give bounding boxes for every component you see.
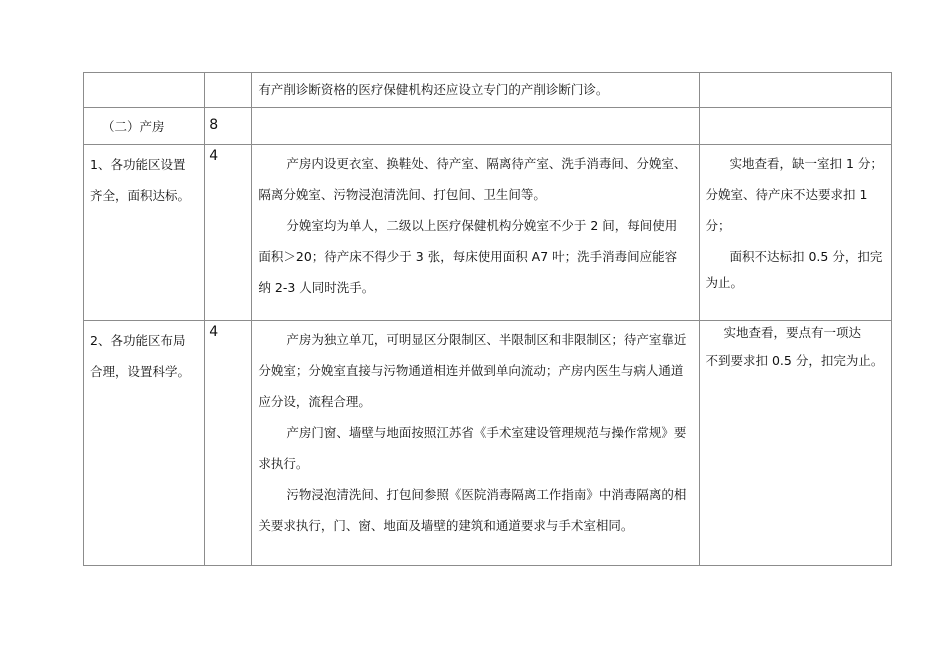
method-text: 面积不达标扣 0.5 分，扣完 [729, 249, 883, 264]
requirement-cell [252, 145, 699, 321]
method-text: 不到要求扣 0.5 分，扣完为止。 [705, 353, 884, 368]
method-cell [699, 73, 892, 108]
requirement-text: 分娩室；分娩室直接与污物通道相连并做到单向流动；产房内医生与病人通道 [258, 363, 684, 378]
item-text: 2、各功能区布局 [90, 333, 186, 348]
method-text: 分娩室、待产床不达要求扣 1 [705, 187, 868, 202]
score-value: 8 [209, 117, 219, 133]
requirement-cell [252, 321, 699, 566]
method-text: 实地查看，要点有一项达 [723, 325, 862, 340]
requirement-text: 产房门窗、墙壁与地面按照江苏省《手术室建设管理规范与操作常规》要 [286, 425, 687, 440]
standards-table [83, 72, 892, 566]
table-row [84, 321, 892, 566]
method-cell [699, 321, 892, 566]
requirement-text: 有产削诊断资格的医疗保健机构还应设立专门的产削诊断门诊。 [258, 82, 609, 97]
requirement-text: 应分设，流程合理。 [258, 394, 371, 409]
table-row [84, 145, 892, 321]
item-cell [84, 321, 205, 566]
item-text: 齐全，面积达标。 [90, 188, 191, 203]
score-cell [205, 108, 252, 145]
score-value: 4 [209, 324, 219, 340]
requirement-text: 产房为独立单兀，可明显区分限制区、半限制区和非限制区；待产室靠近 [286, 332, 687, 347]
item-cell [84, 108, 205, 145]
requirement-text: 隔离分娩室、污物浸泡清洗间、打包间、卫生间等。 [258, 187, 546, 202]
method-text: 实地查看，缺一室扣 1 分； [729, 156, 883, 171]
requirement-text: 关要求执行，门、窗、地面及墙壁的建筑和通道要求与手术室相同。 [258, 518, 634, 533]
item-text: 1、各功能区设置 [90, 157, 186, 172]
method-text: 为止。 [705, 275, 744, 290]
score-cell [205, 73, 252, 108]
requirement-cell [252, 108, 699, 145]
requirement-text: 面积＞20；待产床不得少于 3 张，每床使用面积 A7 叶；洗手消毒间应能容 [258, 249, 678, 264]
item-cell [84, 145, 205, 321]
score-cell [205, 321, 252, 566]
item-text: 合理，设置科学。 [90, 364, 191, 379]
score-value: 4 [209, 148, 219, 164]
method-cell [699, 108, 892, 145]
requirement-cell [252, 73, 699, 108]
requirement-text: 产房内设更衣室、换鞋处、待产室、隔离待产室、洗手消毒间、分娩室、 [286, 156, 687, 171]
score-cell [205, 145, 252, 321]
requirement-text: 求执行。 [258, 456, 309, 471]
table-row [84, 108, 892, 145]
item-cell [84, 73, 205, 108]
table-row [84, 73, 892, 108]
requirement-text: 分娩室均为单人，二级以上医疗保健机构分娩室不少于 2 间，每间使用 [286, 218, 678, 233]
method-text: 分； [705, 218, 731, 233]
method-cell [699, 145, 892, 321]
section-title: （二）产房 [102, 119, 165, 134]
requirement-text: 污物浸泡清洗间、打包间参照《医院消毒隔离工作指南》中消毒隔离的相 [286, 487, 687, 502]
requirement-text: 纳 2-3 人同时洗手。 [258, 280, 375, 295]
